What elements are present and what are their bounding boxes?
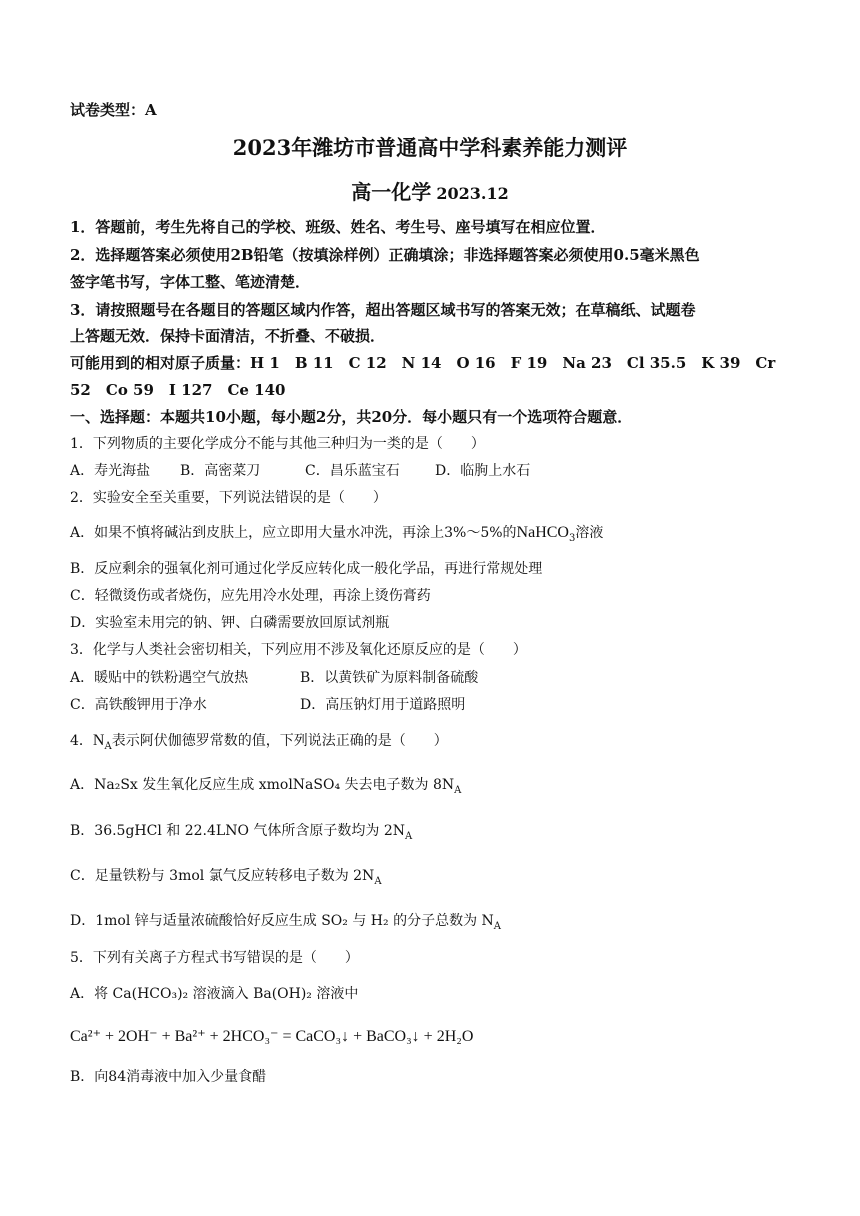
- q2-option-a-text: A．如果不慎将碱沾到皮肤上，应立即用大量水冲洗，再涂上3%～5%的: [70, 525, 517, 541]
- q4-number: 4．: [70, 733, 93, 749]
- instruction-2: 2．选择题答案必须使用2B铅笔（按填涂样例）正确填涂；非选择题答案必须使用0.5毫米黑色: [70, 246, 700, 264]
- q2-option-d: D．实验室未用完的钠、钾、白磷需要放回原试剂瓶: [70, 615, 390, 631]
- q5-option-a: A．将 Ca(HCO₃)₂ 溶液滴入 Ba(OH)₂ 溶液中: [70, 986, 359, 1002]
- q4-option-c: [70, 865, 382, 887]
- instruction-3: 3．请按照题号在各题目的答题区域内作答，超出答题区域书写的答案无效；在草稿纸、试题卷: [70, 301, 696, 319]
- instruction-1: 1．答题前，考生先将自己的学校、班级、姓名、考生号、座号填写在相应位置．: [70, 218, 606, 236]
- subtitle: [0, 176, 860, 205]
- q4-option-b-label: B．: [70, 823, 95, 839]
- atomic-mass-line-2: 52 Co 59 I 127 Ce 140: [70, 381, 286, 399]
- q5-stem: 5．下列有关离子方程式书写错误的是（ ）: [70, 950, 359, 966]
- q5-equation: Ca²⁺ + 2OH⁻ + Ba²⁺ + 2HCO₃⁻ = CaCO₃↓ + BaCO₃↓ + 2H₂O: [70, 1028, 474, 1045]
- q4-option-a-text: Na₂Sx 发生氧化反应生成 xmolNaSO₄ 失去电子数为 8N: [94, 777, 455, 793]
- q4-option-b-sub: A: [404, 830, 413, 842]
- q4-na: N: [92, 732, 105, 749]
- q2-option-c: C．轻微烫伤或者烧伤，应先用冷水处理，再涂上烫伤膏药: [70, 588, 431, 604]
- q4-option-a-sub: A: [454, 784, 462, 796]
- q3-row-2: [70, 694, 466, 714]
- instruction-2-cont: 签字笔书写，字体工整、笔迹清楚．: [70, 273, 311, 291]
- q5-option-b: B．向84消毒液中加入少量食醋: [70, 1069, 267, 1085]
- q2-stem: 2．实验安全至关重要，下列说法错误的是（ ）: [70, 490, 387, 506]
- section-heading: 一、选择题：本题共10小题，每小题2分，共20分．每小题只有一个选项符合题意．: [70, 408, 633, 426]
- q2-option-a-post: 溶液: [575, 525, 604, 541]
- q1-option-a: A．寿光海盐: [70, 463, 151, 479]
- q3-option-a: A．暖贴中的铁粉遇空气放热: [70, 670, 249, 686]
- instruction-3-cont: 上答题无效．保持卡面清洁，不折叠、不破损．: [70, 327, 386, 345]
- q4-option-b-text: 36.5gHCl 和 22.4LNO 气体所含原子数均为 2N: [94, 823, 405, 839]
- q3-row-1: [70, 667, 479, 687]
- subtitle-main: 高一化学: [351, 180, 432, 204]
- q4-option-c-sub: A: [374, 875, 382, 887]
- q1-option-c: C．昌乐蓝宝石: [305, 463, 400, 479]
- page-title: 2023年潍坊市普通高中学科素养能力测评: [232, 135, 628, 160]
- q4-stem-text: 表示阿伏伽德罗常数的值，下列说法正确的是（ ）: [111, 733, 448, 749]
- q2-option-a-chem: NaHCO: [516, 524, 569, 541]
- q4-option-a: [70, 774, 461, 796]
- q4-option-d: [70, 910, 501, 932]
- q3-option-d: D．高压钠灯用于道路照明: [300, 697, 466, 713]
- q4-na-sub: A: [104, 740, 112, 752]
- subtitle-date: 2023.12: [436, 184, 509, 203]
- atomic-mass-line-1: 可能用到的相对原子质量：H 1 B 11 C 12 N 14 O 16 F 19 Na 23 Cl 35.5 K 39 Cr: [70, 354, 776, 372]
- q2-option-a-sub: 3: [568, 532, 576, 544]
- q4-stem: [70, 730, 448, 752]
- q4-option-a-label: A．: [70, 777, 95, 793]
- q1-option-b: B．高密菜刀: [180, 463, 261, 479]
- q1-stem: 1．下列物质的主要化学成分不能与其他三种归为一类的是（ ）: [70, 436, 485, 452]
- paper-type: 试卷类型：A: [70, 101, 157, 119]
- q4-option-d-text: D．1mol 锌与适量浓硫酸恰好反应生成 SO₂ 与 H₂ 的分子总数为 N: [70, 913, 494, 929]
- q2-option-b: B．反应剩余的强氧化剂可通过化学反应转化成一般化学品，再进行常规处理: [70, 561, 543, 577]
- q3-option-b: B．以黄铁矿为原料制备硫酸: [300, 670, 479, 686]
- q1-option-d: D．临朐上水石: [435, 463, 531, 479]
- q4-option-c-text: C．足量铁粉与 3mol 氯气反应转移电子数为 2N: [70, 868, 375, 884]
- q3-stem: 3．化学与人类社会密切相关，下列应用不涉及氧化还原反应的是（ ）: [70, 642, 527, 658]
- q2-option-a: [70, 522, 603, 544]
- q3-option-c: C．高铁酸钾用于净水: [70, 697, 207, 713]
- q4-option-b: [70, 820, 412, 842]
- q4-option-d-sub: A: [493, 920, 501, 932]
